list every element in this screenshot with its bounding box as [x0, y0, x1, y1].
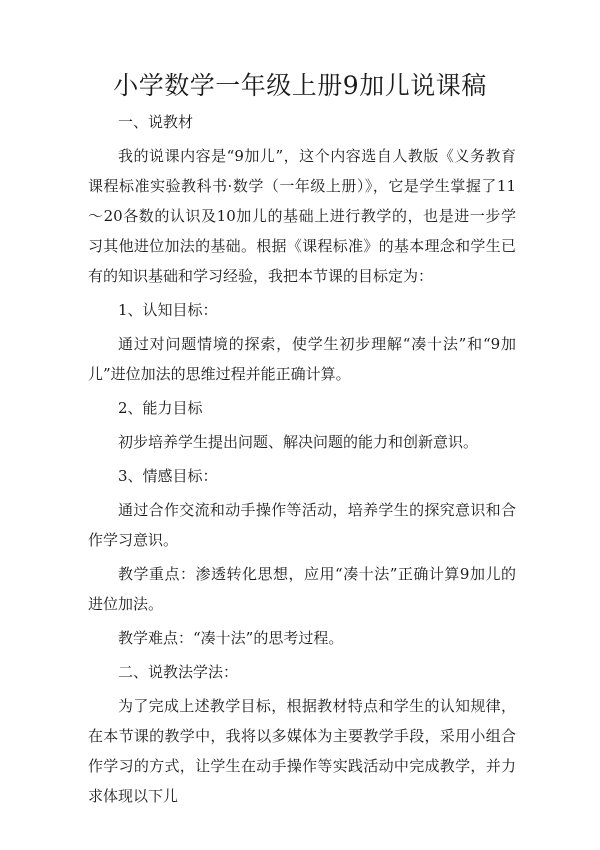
- subheading-ability-goal: 2、能力目标: [118, 399, 203, 417]
- paragraph-methods: 为了完成上述教学目标，根据教材特点和学生的认知规律，在本节课的教学中，我将以多媒体为主要教学手段，采用小组合作学习的方式，让学生在动手操作等实践活动中完成教学，并力求体现以下儿: [88, 697, 516, 805]
- paragraph-difficulty: 教学难点：“凑十法”的思考过程。: [118, 629, 344, 647]
- subheading-emotion-goal: 3、情感目标：: [118, 467, 218, 485]
- document-title: 小学数学一年级上册9加儿说课稿: [113, 71, 487, 100]
- section-heading-methods: 二、说教法学法：: [118, 663, 239, 681]
- paragraph-key-point: 教学重点：渗透转化思想，应用“凑十法”正确计算9加儿的进位加法。: [88, 565, 516, 613]
- subheading-cognitive-goal: 1、认知目标：: [118, 301, 218, 319]
- paragraph-cognitive-goal: 通过对问题情境的探索，使学生初步理解“凑十法”和“9加儿”进位加法的思维过程并能正确计算。: [88, 335, 516, 383]
- paragraph-emotion-goal: 通过合作交流和动手操作等活动，培养学生的探究意识和合作学习意识。: [88, 501, 516, 549]
- document-body: [88, 107, 516, 811]
- paragraph-lesson-content: 我的说课内容是“9加儿”，这个内容选自人教版《义务教育课程标准实验教科书·数学（一年级上册）》，它是学生掌握了11～20各数的认识及10加儿的基础上进行教学的，也是进一步学习其他进位加法的基础。根据《课程标准》的基本理念和学生已有的知识基础和学习经验，我把本节课的目标定为：: [88, 147, 516, 285]
- paragraph-ability-goal: 初步培养学生提出问题、解决问题的能力和创新意识。: [118, 433, 479, 451]
- section-heading-teaching-material: 一、说教材: [118, 113, 194, 131]
